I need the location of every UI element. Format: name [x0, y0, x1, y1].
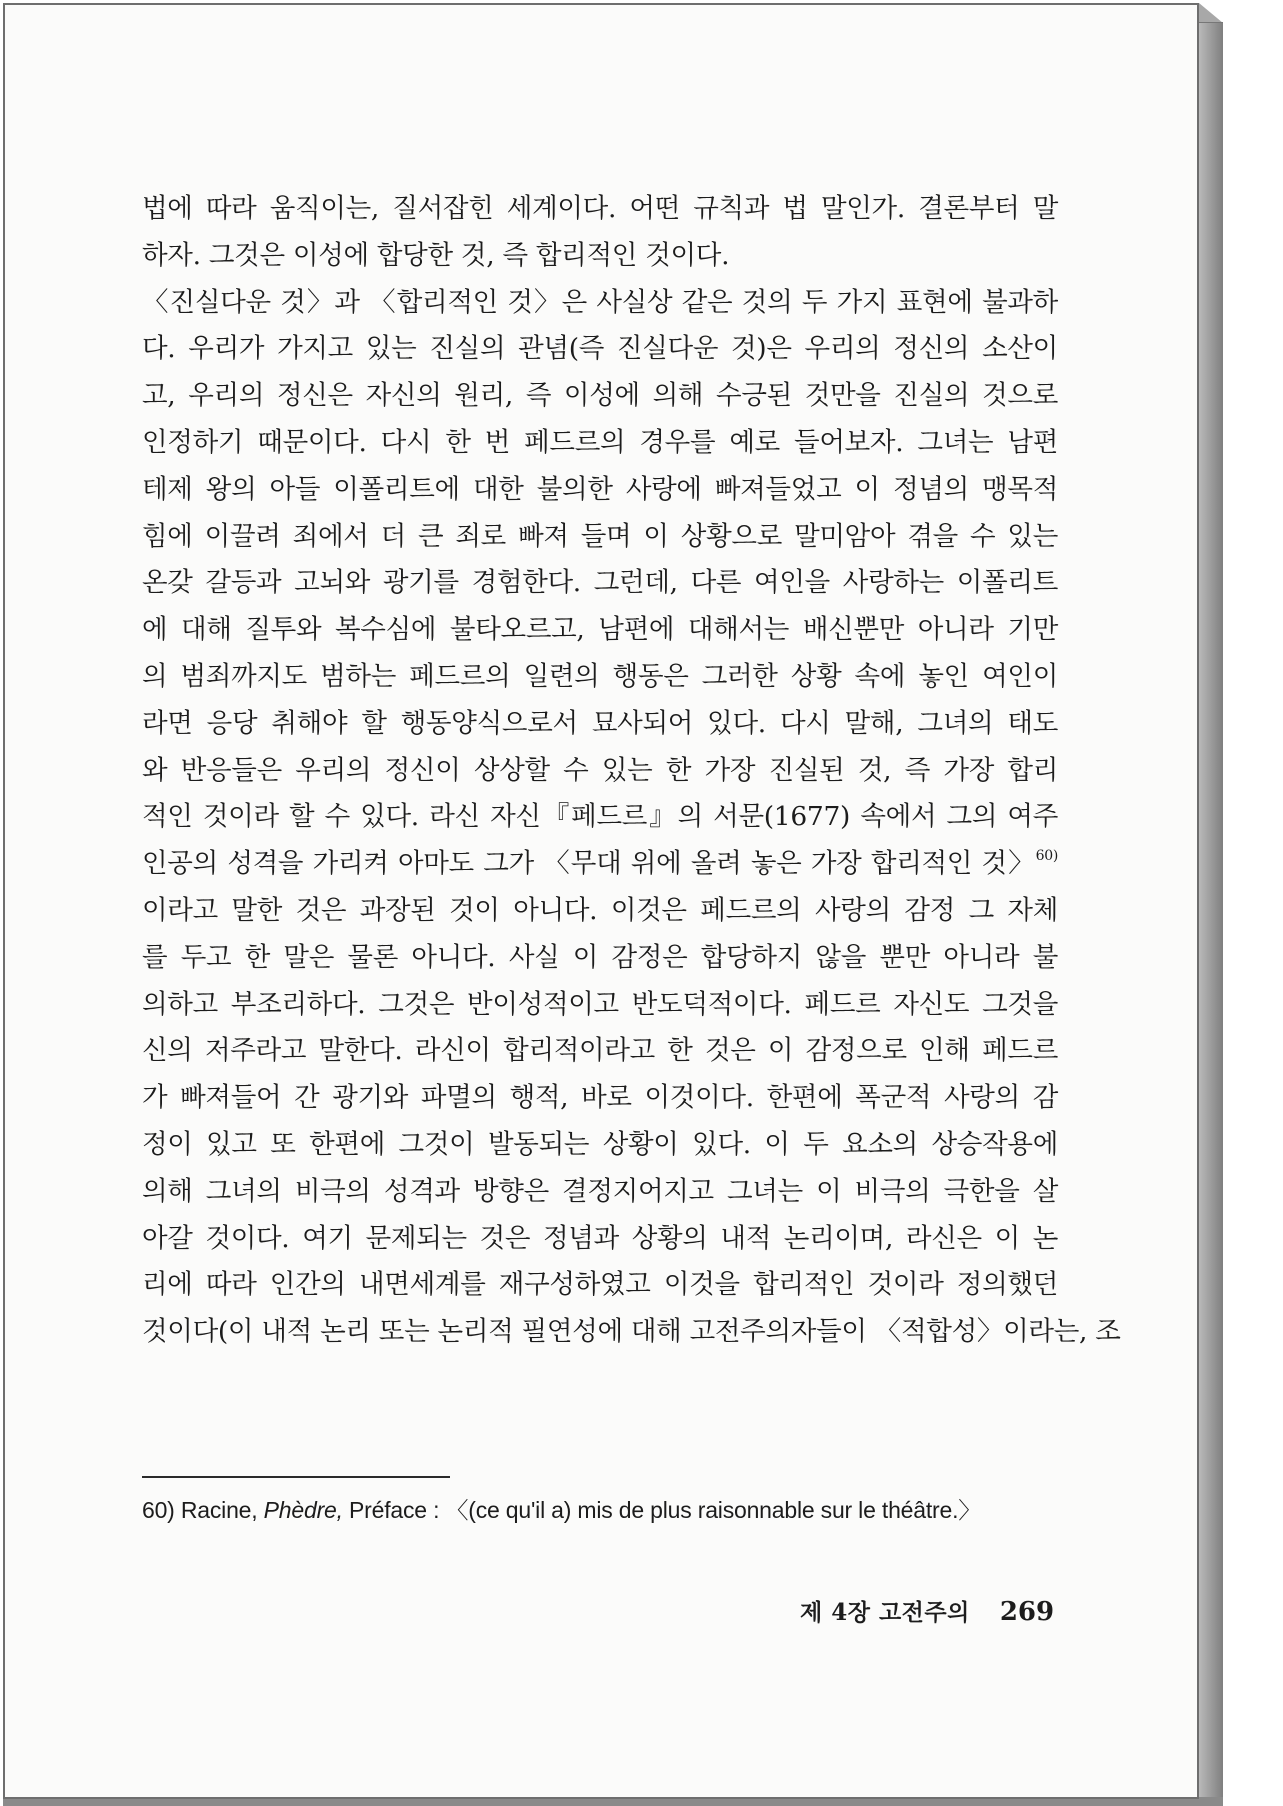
- text-line: 아갈 것이다. 여기 문제되는 것은 정념과 상황의 내적 논리이며, 라신은 이 논: [142, 1222, 1058, 1254]
- text-line: 것이다(이 내적 논리 또는 논리적 필연성에 대해 고전주의자들이 〈적합성〉이라는, 조: [142, 1316, 1121, 1348]
- page-fold-shadow: [1199, 3, 1223, 23]
- text-line: 의해 그녀의 비극의 성격과 방향은 결정지어지고 그녀는 이 비극의 극한을 살: [142, 1175, 1058, 1207]
- text-line-with-footnote: [142, 841, 1058, 888]
- text-line: 의 범죄까지도 범하는 페드르의 일련의 행동은 그러한 상황 속에 놓인 여인이: [142, 660, 1058, 692]
- footnote-author: Racine,: [180, 1497, 258, 1523]
- page-number: 269: [999, 1597, 1055, 1627]
- running-footer: [800, 1592, 1060, 1633]
- text-line: 와 반응들은 우리의 정신이 상상할 수 있는 한 가장 진실된 것, 즉 가장 합리: [142, 754, 1058, 786]
- footnote-citation: Préface : 〈(ce qu'il a) mis de plus raisonnable sur le théâtre.〉: [349, 1497, 982, 1523]
- text-line: 라면 응당 취해야 할 행동양식으로서 묘사되어 있다. 다시 말해, 그녀의 태도: [142, 707, 1058, 739]
- text-line: 인정하기 때문이다. 다시 한 번 페드르의 경우를 예로 들어보자. 그녀는 남편: [142, 426, 1058, 458]
- text-line: 이라고 말한 것은 과장된 것이 아니다. 이것은 페드르의 사랑의 감정 그 자체: [142, 894, 1058, 926]
- text-line: 고, 우리의 정신은 자신의 원리, 즉 이성에 의해 수긍된 것만을 진실의 것으로: [142, 380, 1058, 412]
- footnote-number: 60): [142, 1497, 175, 1523]
- text-line: 힘에 이끌려 죄에서 더 큰 죄로 빠져 들며 이 상황으로 말미암아 겪을 수 있는: [142, 520, 1058, 552]
- text-line: 테제 왕의 아들 이폴리트에 대한 불의한 사랑에 빠져들었고 이 정념의 맹목적: [142, 473, 1058, 505]
- text-line: 하자. 그것은 이성에 합당한 것, 즉 합리적인 것이다.: [142, 239, 730, 271]
- chapter-title: 제 4장 고전주의: [800, 1599, 970, 1626]
- text-line: 온갖 갈등과 고뇌와 광기를 경험한다. 그런데, 다른 여인을 사랑하는 이폴리트: [142, 567, 1058, 599]
- text-line: 법에 따라 움직이는, 질서잡힌 세계이다. 어떤 규칙과 법 말인가. 결론부터 말: [142, 193, 1058, 224]
- page-edge-shadow: [1199, 22, 1223, 1806]
- footnote: [142, 1490, 1062, 1530]
- body-text: [142, 186, 1121, 1356]
- text-line: 신의 저주라고 말한다. 라신이 합리적이라고 한 것은 이 감정으로 인해 페드르: [142, 1035, 1058, 1067]
- text-line: 의하고 부조리하다. 그것은 반이성적이고 반도덕적이다. 페드르 자신도 그것을: [142, 988, 1058, 1020]
- text-line: 다. 우리가 가지고 있는 진실의 관념(즉 진실다운 것)은 우리의 정신의 소산이: [142, 333, 1058, 365]
- text-line: 에 대해 질투와 복수심에 불타오르고, 남편에 대해서는 배신뿐만 아니라 기만: [142, 614, 1058, 646]
- text-line: 인공의 성격을 가리켜 아마도 그가 〈무대 위에 올려 놓은 가장 합리적인 것〉: [142, 848, 1036, 880]
- text-line: 가 빠져들어 간 광기와 파멸의 행적, 바로 이것이다. 한편에 폭군적 사랑의 감: [142, 1082, 1058, 1114]
- text-line: 적인 것이라 할 수 있다. 라신 자신『페드르』의 서문(1677) 속에서 그의 여주: [142, 801, 1058, 833]
- footnote-reference: 60): [1035, 848, 1058, 865]
- text-line: 를 두고 한 말은 물론 아니다. 사실 이 감정은 합당하지 않을 뿐만 아니라 불: [142, 941, 1058, 973]
- footnote-divider: [142, 1476, 450, 1478]
- text-line: 리에 따라 인간의 내면세계를 재구성하였고 이것을 합리적인 것이라 정의했던: [142, 1269, 1058, 1301]
- text-line: 〈진실다운 것〉과 〈합리적인 것〉은 사실상 같은 것의 두 가지 표현에 불과하: [142, 286, 1058, 318]
- footnote-work-title: Phèdre,: [263, 1497, 343, 1523]
- text-line: 정이 있고 또 한편에 그것이 발동되는 상황이 있다. 이 두 요소의 상승작용에: [142, 1128, 1058, 1160]
